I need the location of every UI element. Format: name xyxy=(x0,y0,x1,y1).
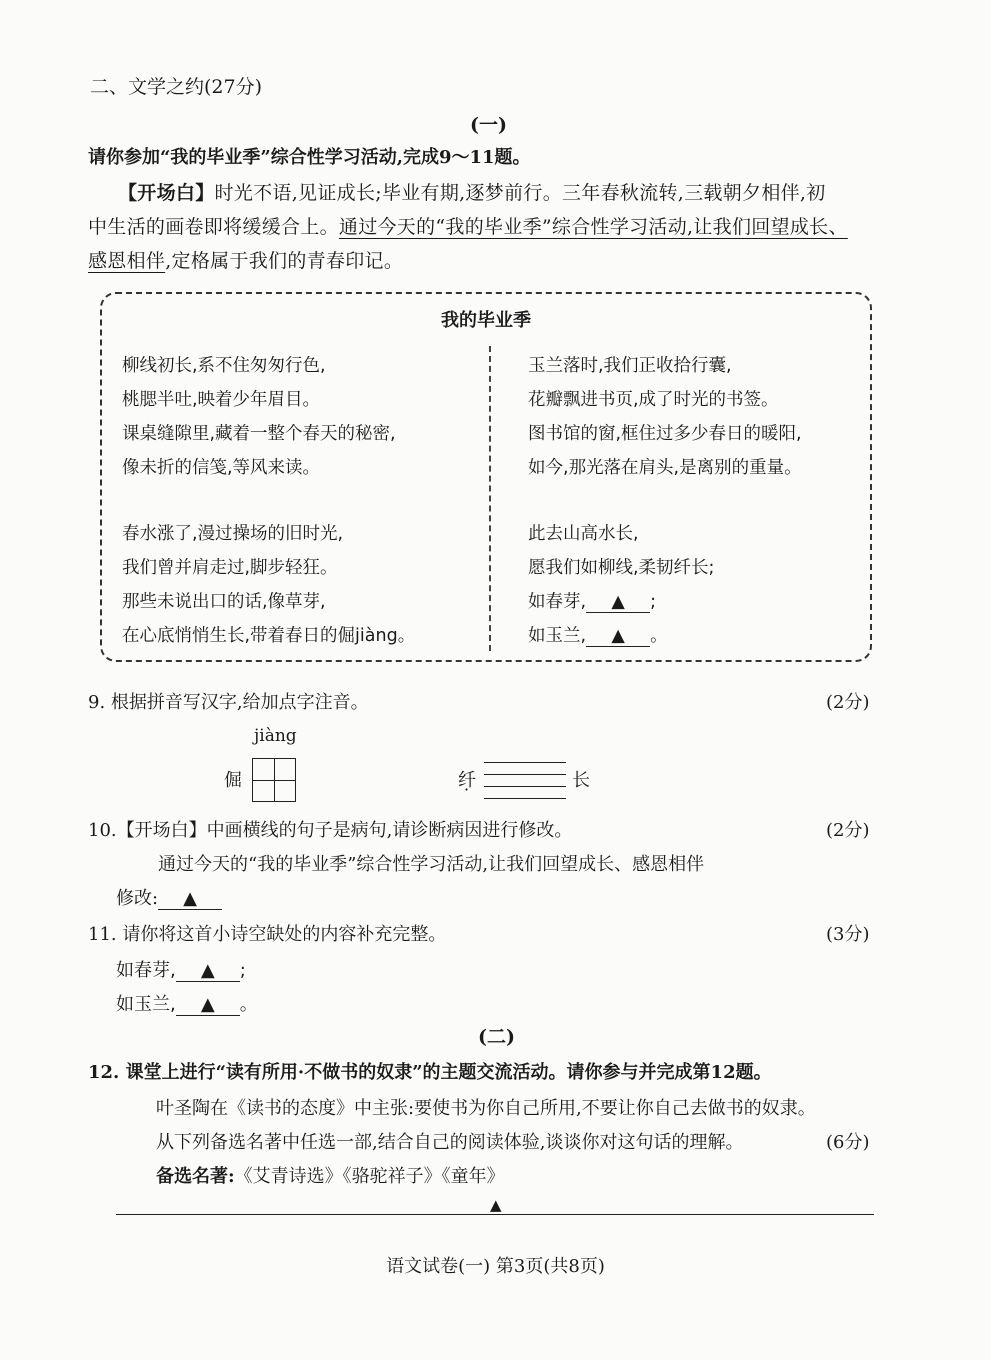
q12-line-1: 叶圣陶在《读书的态度》中主张:要使书为你自己所用,不要让你自己去做书的奴隶。 xyxy=(156,1098,816,1119)
page-footer: 语文试卷(一) 第3页(共8页) xyxy=(386,1256,605,1277)
q9-text: 9. 根据拼音写汉字,给加点字注音。 xyxy=(88,692,369,713)
q11-blank-2[interactable]: ▲ xyxy=(176,994,240,1016)
q12-books-label: 备选名著: xyxy=(156,1166,235,1187)
poem-fill-line-2 xyxy=(528,622,668,647)
poem-fill1-suffix: ; xyxy=(650,592,656,612)
intro-text: 请你参加“我的毕业季”综合性学习活动,完成9～11题。 xyxy=(88,147,531,168)
q11-line-1 xyxy=(116,956,246,982)
q11-line1-prefix: 如春芽, xyxy=(116,960,176,981)
q9-char-xian: 纤 · xyxy=(458,766,991,792)
section-title: 二、文学之约(27分) xyxy=(90,76,263,98)
poem-blank-2[interactable]: ▲ xyxy=(586,626,650,647)
poem-left-line: 春水涨了,漫过操场的旧时光, xyxy=(122,524,344,544)
q9-score: (2分) xyxy=(826,692,870,713)
q11-blank-1[interactable]: ▲ xyxy=(176,960,240,982)
poem-right-line: 玉兰落时,我们正收拾行囊, xyxy=(528,356,732,376)
q9-char-jue: 倔 xyxy=(224,770,242,791)
q9-char-chang: 长 xyxy=(572,770,590,791)
q11-line2-suffix: 。 xyxy=(239,994,258,1015)
poem-left-line: 桃腮半吐,映着少年眉目。 xyxy=(122,390,321,410)
q12-score: (6分) xyxy=(826,1132,870,1153)
poem-fill-line-1 xyxy=(528,588,656,613)
poem-left-line: 课桌缝隙里,藏着一整个春天的秘密, xyxy=(122,424,396,444)
poem-right-line: 花瓣飘进书页,成了时光的书签。 xyxy=(528,390,779,410)
poem-blank-1[interactable]: ▲ xyxy=(586,592,650,613)
q11-score: (3分) xyxy=(826,924,870,945)
poem-right-line: 图书馆的窗,框住过多少春日的暖阳, xyxy=(528,424,802,444)
opening-line1-rest: 时光不语,见证成长;毕业有期,逐梦前行。三年春秋流转,三载朝夕相伴,初 xyxy=(214,182,826,204)
poem-box xyxy=(100,292,872,662)
part-two-label: (二) xyxy=(478,1026,515,1048)
q12-answer-marker: ▲ xyxy=(490,1196,502,1214)
opening-label: 【开场白】 xyxy=(118,182,215,204)
q10-answer xyxy=(116,884,222,910)
poem-right-line: 如今,那光落在肩头,是离别的重量。 xyxy=(528,458,802,478)
poem-fill2-suffix: 。 xyxy=(650,626,668,646)
poem-fill2-prefix: 如玉兰, xyxy=(528,626,587,646)
q10-text: 10.【开场白】中画横线的句子是病句,请诊断病因进行修改。 xyxy=(88,820,573,841)
q11-line1-suffix: ; xyxy=(239,960,246,981)
poem-right-line: 此去山高水长, xyxy=(528,524,639,544)
q10-answer-blank[interactable]: ▲ xyxy=(158,888,222,910)
poem-fill1-prefix: 如春芽, xyxy=(528,592,587,612)
q11-line2-prefix: 如玉兰, xyxy=(116,994,176,1015)
q10-sentence: 通过今天的“我的毕业季”综合性学习活动,让我们回望成长、感恩相伴 xyxy=(158,854,705,875)
q12-books xyxy=(156,1162,505,1188)
poem-left-line: 柳线初长,系不住匆匆行色, xyxy=(122,356,326,376)
poem-left-line: 我们曾并肩走过,脚步轻狂。 xyxy=(122,558,338,578)
opening-line2-underlined: 通过今天的“我的毕业季”综合性学习活动,让我们回望成长、 xyxy=(338,216,848,238)
q12-text: 12. 课堂上进行“读有所用·不做书的奴隶”的主题交流活动。请你参与并完成第12题。 xyxy=(88,1062,772,1083)
q12-answer-line[interactable] xyxy=(116,1214,874,1215)
poem-left-line: 在心底悄悄生长,带着春日的倔jiàng。 xyxy=(122,626,416,646)
q9-pinyin: jiàng xyxy=(254,726,297,746)
poem-title: 我的毕业季 xyxy=(441,310,531,331)
part-one-label: (一) xyxy=(470,114,507,136)
poem-left-line: 那些未说出口的话,像草芽, xyxy=(122,592,326,612)
opening-line3-underlined: 感恩相伴 xyxy=(88,250,166,272)
q11-line-2 xyxy=(116,990,258,1016)
poem-divider xyxy=(489,346,491,651)
q9-pinyin-answer-lines[interactable] xyxy=(484,762,566,798)
q12-line-2: 从下列备选名著中任选一部,结合自己的阅读体验,谈谈你对这句话的理解。 xyxy=(156,1132,744,1153)
opening-line-3: 感恩相伴,定格属于我们的青春印记。 xyxy=(88,250,404,272)
q10-answer-label: 修改: xyxy=(116,888,159,909)
q12-books-list: 《艾青诗选》《骆驼祥子》《童年》 xyxy=(234,1166,505,1187)
q11-text: 11. 请你将这首小诗空缺处的内容补充完整。 xyxy=(88,924,447,945)
opening-line-2 xyxy=(88,212,848,239)
opening-line3-rest: 定格属于我们的青春印记。 xyxy=(171,250,404,272)
poem-left-line: 像未折的信笺,等风来读。 xyxy=(122,458,321,478)
opening-line2-plain: 中生活的画卷即将缓缓合上。 xyxy=(88,216,339,238)
q10-score: (2分) xyxy=(826,820,870,841)
tianzige-answer-box[interactable] xyxy=(252,758,296,802)
opening-line-1 xyxy=(118,178,826,205)
poem-right-line: 愿我们如柳线,柔韧纤长; xyxy=(528,558,715,578)
